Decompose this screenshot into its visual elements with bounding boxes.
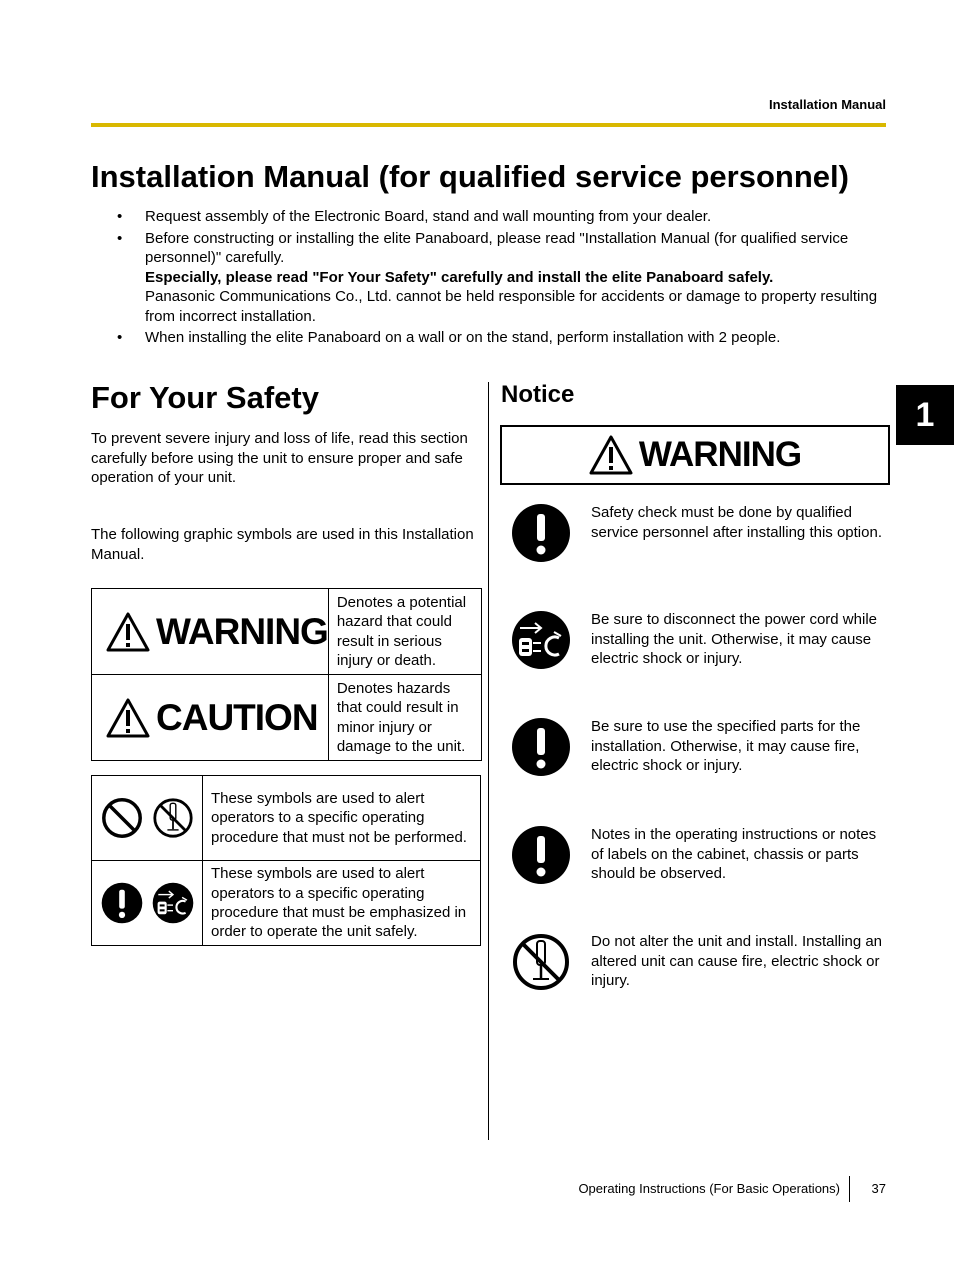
running-header: Installation Manual	[768, 97, 886, 112]
notice-item	[511, 932, 887, 997]
list-item	[117, 328, 889, 348]
bullet-dot: •	[117, 208, 123, 225]
signal-description: Denotes a potential hazard that could result in serious injury or death.	[328, 589, 481, 675]
mandatory-icon	[511, 717, 571, 777]
do-not-disassemble-icon	[152, 797, 194, 839]
column-divider	[488, 382, 489, 1140]
chapter-tab: 1	[896, 385, 954, 445]
unplug-icon	[152, 882, 194, 924]
notice-item	[511, 503, 887, 568]
footer-title: Operating Instructions (For Basic Operations)	[578, 1181, 840, 1196]
safety-intro: To prevent severe injury and loss of life, read this section carefully before using the unit to ensure proper and safe operation of your unit.	[91, 430, 468, 486]
table-row	[92, 589, 482, 675]
signal-cell	[92, 589, 329, 675]
notice-text: Do not alter the unit and install. Installing an altered unit can cause fire, electric shock or injury.	[591, 933, 883, 989]
safety-heading: For Your Safety	[91, 380, 319, 415]
footer-rule	[849, 1176, 850, 1202]
bullet-emphasis: Especially, please read "For Your Safety" carefully and install the elite Panaboard safely.	[145, 268, 774, 286]
signal-cell	[92, 675, 329, 761]
notice-text: Notes in the operating instructions or notes of labels on the cabinet, chassis or parts should be observed.	[591, 826, 877, 882]
signal-word-table	[91, 588, 482, 761]
notice-text: Be sure to disconnect the power cord while installing the unit. Otherwise, it may cause electric shock or injury.	[591, 611, 877, 667]
bullet-text: Before constructing or installing the elite Panaboard, please read "Installation Manual (for qualified service personnel)" carefully.	[145, 229, 849, 266]
list-item	[117, 229, 889, 327]
header-rule	[91, 123, 886, 127]
bullet-text: When installing the elite Panaboard on a wall or on the stand, perform installation with 2 people.	[145, 329, 781, 346]
notice-item	[511, 825, 887, 890]
warning-banner-word: WARNING	[638, 435, 802, 474]
bullet-text: Request assembly of the Electronic Board, stand and wall mounting from your dealer.	[145, 208, 712, 225]
bullet-dot: •	[117, 229, 123, 247]
bullet-extra: Panasonic Communications Co., Ltd. cannot be held responsible for accidents or damage to property resulting from incorrect installation.	[145, 288, 878, 325]
signal-description: Denotes hazards that could result in minor injury or damage to the unit.	[328, 675, 481, 761]
table-row	[92, 776, 481, 861]
bullet-list	[117, 207, 889, 350]
signal-word-warning: WARNING	[156, 610, 328, 652]
bullet-dot: •	[117, 329, 123, 346]
notice-item	[511, 717, 887, 782]
symbols-intro: The following graphic symbols are used in this Installation Manual.	[91, 526, 474, 563]
symbol-table	[91, 775, 481, 946]
notice-text: Safety check must be done by qualified service personnel after installing this option.	[591, 504, 882, 541]
prohibited-icon	[101, 797, 143, 839]
table-row	[92, 861, 481, 946]
notice-text: Be sure to use the specified parts for the installation. Otherwise, it may cause fire, electric shock or injury.	[591, 718, 861, 774]
list-item	[117, 207, 889, 227]
mandatory-icon	[101, 882, 143, 924]
mandatory-icon	[511, 503, 571, 563]
caution-triangle-icon	[106, 698, 150, 738]
notice-heading: Notice	[501, 381, 575, 408]
page-number: 37	[871, 1181, 886, 1196]
warning-triangle-icon	[589, 435, 633, 475]
warning-triangle-icon	[106, 612, 150, 652]
unplug-icon	[511, 610, 571, 670]
symbol-description: These symbols are used to alert operators to a specific operating procedure that must be emphasized in order to operate the unit safely.	[203, 861, 481, 946]
symbol-description: These symbols are used to alert operators to a specific operating procedure that must not be performed.	[203, 776, 481, 861]
signal-word-caution: CAUTION	[156, 697, 318, 739]
table-row	[92, 675, 482, 761]
warning-banner	[500, 425, 890, 485]
page-title: Installation Manual (for qualified service personnel)	[91, 159, 849, 194]
symbol-icons-cell	[92, 861, 203, 946]
notice-item	[511, 610, 887, 675]
do-not-disassemble-icon	[511, 932, 571, 992]
symbol-icons-cell	[92, 776, 203, 861]
mandatory-icon	[511, 825, 571, 885]
